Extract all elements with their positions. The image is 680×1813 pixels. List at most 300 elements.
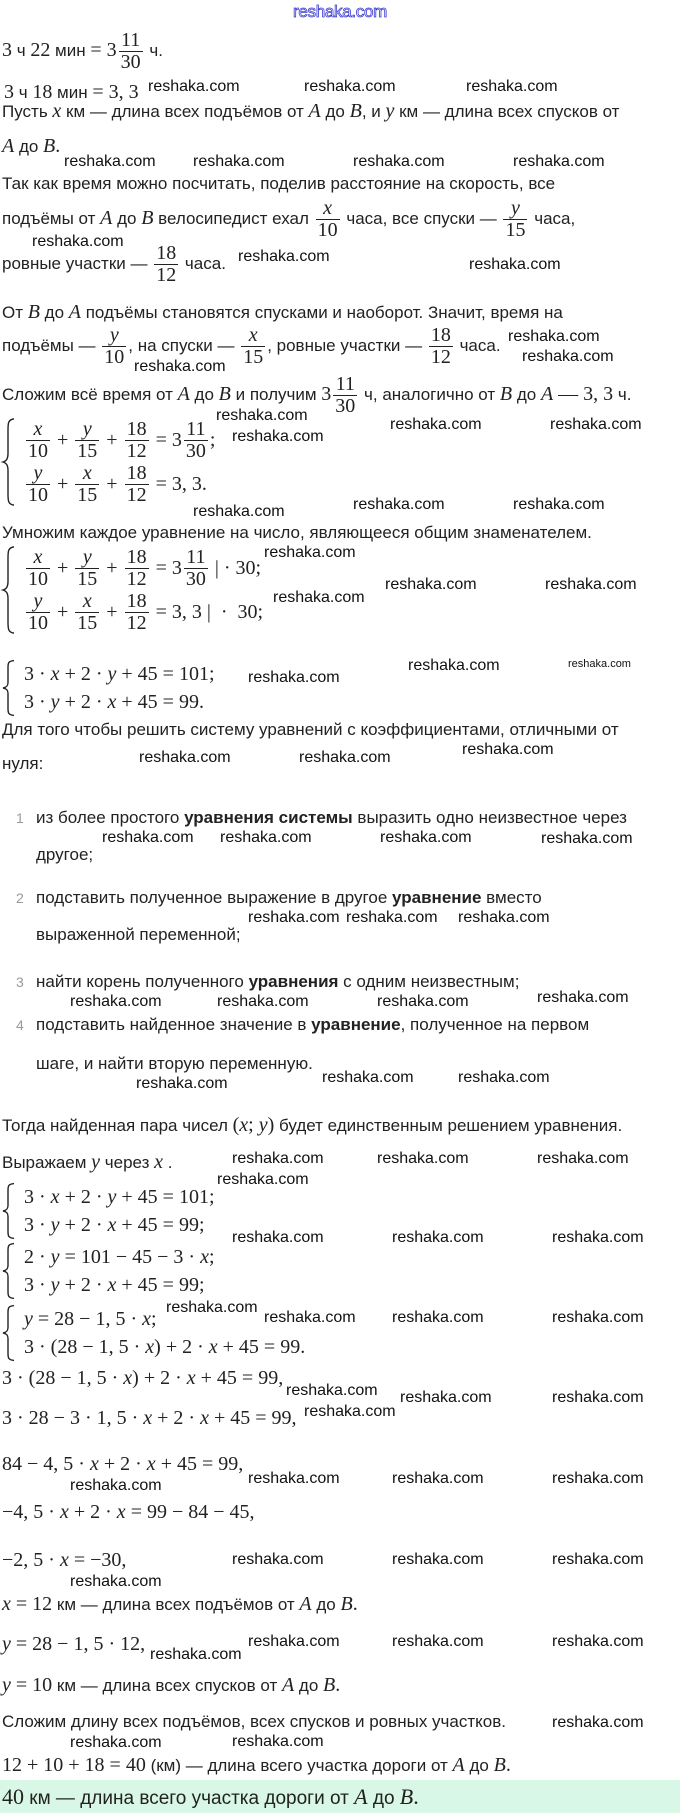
watermark-text: reshaka.com bbox=[134, 358, 226, 375]
text-run: ч. bbox=[144, 40, 163, 60]
text-run: Умножим каждое уравнение на число, являющееся общим знаменателем. bbox=[2, 523, 592, 542]
text-run: км — длина всех спусков от bbox=[394, 102, 620, 121]
text-run: до bbox=[320, 102, 350, 121]
math-expression: + 45 = 99. bbox=[116, 691, 204, 713]
math-expression: + 2 · bbox=[59, 663, 108, 685]
math-variable: B bbox=[218, 382, 231, 405]
math-expression: 22 bbox=[30, 38, 51, 61]
text-run: с одним неизвестным; bbox=[338, 972, 520, 991]
fraction-denominator: 10 bbox=[28, 567, 48, 590]
text-run: км — длина всех спусков от bbox=[52, 1676, 282, 1695]
text-line bbox=[2, 1753, 511, 1778]
text-run: вместо bbox=[481, 888, 542, 907]
list-item-number: 3 bbox=[16, 974, 24, 990]
text-line bbox=[2, 1548, 126, 1573]
fraction-numerator: y bbox=[102, 325, 126, 347]
watermark-text: reshaka.com bbox=[273, 589, 365, 606]
fraction-denominator: 12 bbox=[156, 264, 177, 286]
watermark-text: reshaka.com bbox=[232, 1150, 324, 1167]
site-header bbox=[0, 2, 680, 22]
text-run: будет единственным решением уравнения. bbox=[274, 1116, 623, 1135]
math-variable: x bbox=[89, 1453, 99, 1475]
math-expression: + 45 = 99; bbox=[116, 1214, 205, 1236]
text-run: подставить найденное значение в bbox=[36, 1015, 312, 1034]
watermark-text: reshaka.com bbox=[238, 248, 330, 265]
text-line bbox=[2, 718, 619, 742]
watermark-text: reshaka.com bbox=[392, 1551, 484, 1568]
text-line bbox=[2, 1150, 173, 1175]
math-variable: A bbox=[540, 382, 554, 405]
text-run: нуля: bbox=[2, 754, 44, 773]
math-variable: B bbox=[499, 382, 513, 405]
math-expression: ) + 2 · bbox=[154, 1336, 209, 1358]
watermark-text: reshaka.com bbox=[377, 1150, 469, 1167]
fraction-denominator: 10 bbox=[104, 346, 125, 368]
text-line bbox=[2, 325, 501, 368]
watermark-text: reshaka.com bbox=[400, 1389, 492, 1406]
math-expression: 3 · bbox=[24, 1274, 51, 1296]
math-expression: + bbox=[101, 557, 123, 579]
fraction-numerator: y bbox=[75, 419, 99, 441]
text-run: подъёмы становятся спусками и наоборот. Значит, время на bbox=[81, 303, 563, 322]
text-run: Тогда найденная пара чисел bbox=[2, 1116, 233, 1135]
equation-row bbox=[24, 1333, 305, 1361]
list-item-number: 4 bbox=[16, 1017, 24, 1033]
fraction-denominator: 10 bbox=[28, 439, 48, 462]
math-expression: + 45 = 99. bbox=[217, 1336, 306, 1358]
watermark-text: reshaka.com bbox=[508, 328, 600, 345]
text-run: (км) — длина всего участка дороги от bbox=[145, 1756, 453, 1775]
watermark-text: reshaka.com bbox=[537, 1150, 629, 1167]
fraction-denominator: 10 bbox=[317, 219, 338, 241]
math-expression: + 45 = 99, bbox=[155, 1453, 244, 1475]
fraction-numerator: 18 bbox=[156, 242, 177, 264]
math-expression: + 2 · bbox=[68, 1501, 117, 1523]
watermark-text: reshaka.com bbox=[299, 749, 391, 766]
fraction-denominator: 12 bbox=[126, 567, 147, 590]
math-expression: 3 bbox=[321, 382, 332, 405]
math-expression: ; bbox=[248, 1114, 259, 1136]
text-run: км — длина всего участка дороги от bbox=[24, 1788, 355, 1809]
math-expression: . bbox=[505, 1754, 511, 1776]
text-run: мин bbox=[50, 40, 91, 60]
text-run: через bbox=[100, 1153, 155, 1172]
math-expression: + 45 = 101; bbox=[116, 663, 215, 685]
text-line bbox=[2, 1406, 297, 1431]
watermark-text: reshaka.com bbox=[64, 153, 156, 170]
text-line bbox=[2, 1113, 622, 1138]
math-expression: . bbox=[352, 1593, 358, 1615]
equation-row bbox=[24, 418, 215, 462]
watermark-text: reshaka.com bbox=[513, 153, 605, 170]
equation-row bbox=[24, 546, 263, 590]
watermark-text: reshaka.com bbox=[70, 993, 162, 1010]
text-run: выраженной переменной; bbox=[36, 925, 241, 944]
watermark-text: reshaka.com bbox=[458, 1069, 550, 1086]
fraction-denominator: 10 bbox=[28, 611, 48, 634]
math-variable: B bbox=[399, 1784, 414, 1809]
text-run: Сложим длину всех подъёмов, всех спусков и ровных участков. bbox=[2, 1712, 506, 1731]
text-run: до bbox=[311, 1595, 341, 1614]
equation-system bbox=[2, 660, 215, 716]
math-expression: + 45 = 99, bbox=[195, 1367, 284, 1389]
fraction bbox=[26, 547, 50, 590]
math-expression: + 2 · bbox=[152, 1407, 201, 1429]
math-variable: x bbox=[50, 663, 60, 685]
fraction-numerator: 18 bbox=[126, 589, 147, 612]
text-run: Так как время можно посчитать, поделив расстояние на скорость, все bbox=[2, 174, 556, 193]
fraction-denominator: 15 bbox=[77, 567, 98, 590]
math-variable: x bbox=[145, 1336, 155, 1358]
text-run: и получим bbox=[230, 384, 322, 404]
math-variable: x bbox=[50, 1186, 60, 1208]
fraction-denominator: 15 bbox=[77, 439, 98, 462]
text-run: до bbox=[189, 384, 219, 404]
watermark-text: reshaka.com bbox=[545, 576, 637, 593]
math-variable: A bbox=[68, 301, 81, 323]
fraction bbox=[75, 463, 99, 506]
list-item-line bbox=[36, 843, 93, 867]
fraction bbox=[26, 419, 50, 462]
fraction bbox=[184, 419, 208, 462]
fraction bbox=[125, 591, 149, 634]
fraction bbox=[102, 325, 126, 368]
math-variable: y bbox=[24, 1308, 33, 1330]
watermark-text: reshaka.com bbox=[522, 348, 614, 365]
text-line bbox=[2, 752, 43, 776]
text-run: шаге, и найти вторую переменную. bbox=[36, 1054, 313, 1073]
fraction bbox=[333, 374, 357, 417]
fraction-denominator: 10 bbox=[28, 483, 48, 506]
text-line bbox=[2, 1452, 243, 1477]
watermark-text: reshaka.com bbox=[552, 1470, 644, 1487]
math-variable: A bbox=[2, 135, 15, 157]
math-expression: = 28 − 1, 5 · bbox=[32, 1308, 143, 1330]
math-expression: ; bbox=[209, 429, 216, 451]
math-variable: y bbox=[50, 691, 60, 713]
text-line bbox=[2, 521, 592, 545]
watermark-text: reshaka.com bbox=[193, 153, 285, 170]
math-expression: + bbox=[52, 429, 74, 451]
text-run: часа. bbox=[180, 253, 226, 273]
math-expression: + bbox=[52, 557, 74, 579]
site-header-logo[interactable]: reshaka.com bbox=[292, 2, 388, 21]
fraction-denominator: 30 bbox=[120, 51, 141, 73]
math-variable: A bbox=[452, 1754, 465, 1776]
watermark-text: reshaka.com bbox=[248, 1470, 340, 1487]
math-variable: x bbox=[107, 1274, 117, 1296]
watermark-text: reshaka.com bbox=[139, 749, 231, 766]
text-run: часа, все спуски — bbox=[341, 208, 502, 228]
math-variable: B bbox=[43, 135, 56, 157]
fraction bbox=[125, 419, 149, 462]
left-brace-icon bbox=[2, 1243, 16, 1299]
bold-term: уравнения bbox=[248, 972, 339, 991]
fraction bbox=[75, 419, 99, 462]
watermark-text: reshaka.com bbox=[552, 1389, 644, 1406]
text-run: ч, аналогично от bbox=[359, 384, 500, 404]
watermark-text: reshaka.com bbox=[392, 1309, 484, 1326]
list-item-line bbox=[36, 806, 627, 830]
answer-text bbox=[2, 1785, 419, 1811]
math-expression: + 45 = 101; bbox=[116, 1186, 215, 1208]
fraction-numerator: y bbox=[26, 463, 50, 485]
text-run: , на спуски — bbox=[128, 335, 240, 355]
text-run: Для того чтобы решить систему уравнений с коэффициентами, отличными от bbox=[2, 720, 619, 739]
math-expression: + 2 · bbox=[98, 1453, 147, 1475]
fraction bbox=[75, 591, 99, 634]
fraction bbox=[429, 325, 453, 368]
watermark-text: reshaka.com bbox=[513, 496, 605, 513]
math-variable: B bbox=[349, 100, 362, 122]
text-line bbox=[2, 172, 555, 196]
clipped-line bbox=[2, 80, 162, 103]
watermark-text: reshaka.com bbox=[70, 1477, 162, 1494]
math-expression: = 3 bbox=[90, 38, 117, 61]
math-variable: y bbox=[258, 1114, 268, 1136]
text-line bbox=[2, 134, 60, 159]
math-expression: ) bbox=[267, 1114, 275, 1136]
text-line bbox=[2, 1592, 358, 1617]
math-variable: y bbox=[50, 1214, 60, 1236]
left-brace-icon bbox=[2, 418, 16, 506]
watermark-text: reshaka.com bbox=[552, 1714, 644, 1731]
math-variable: B bbox=[323, 1674, 336, 1696]
math-expression: −2, 5 · bbox=[2, 1549, 60, 1571]
math-variable: x bbox=[107, 691, 117, 713]
list-item-line bbox=[36, 923, 241, 947]
watermark-text: reshaka.com bbox=[232, 1551, 324, 1568]
fraction-denominator: 15 bbox=[243, 346, 264, 368]
math-variable: x bbox=[116, 1501, 126, 1523]
watermark-text: reshaka.com bbox=[353, 153, 445, 170]
text-run: ч bbox=[14, 83, 33, 102]
equation-row bbox=[24, 1243, 215, 1271]
math-variable: A bbox=[308, 100, 321, 122]
math-expression: = 28 − 1, 5 · 12, bbox=[10, 1633, 146, 1655]
text-run: из более простого bbox=[36, 808, 185, 827]
equation-system bbox=[2, 1183, 215, 1239]
watermark-text: reshaka.com bbox=[458, 909, 550, 926]
watermark-text: reshaka.com bbox=[102, 829, 194, 846]
list-item-line bbox=[36, 970, 519, 994]
fraction bbox=[125, 463, 149, 506]
watermark-text: reshaka.com bbox=[248, 669, 340, 686]
math-variable: x bbox=[239, 1114, 249, 1136]
watermark-text: reshaka.com bbox=[232, 1733, 324, 1750]
watermark-text: reshaka.com bbox=[568, 658, 631, 670]
math-variable: y bbox=[107, 1186, 117, 1208]
watermark-text: reshaka.com bbox=[264, 1309, 356, 1326]
fraction-denominator: 12 bbox=[126, 439, 147, 462]
fraction-numerator: x bbox=[241, 325, 265, 347]
math-expression: ( bbox=[232, 1114, 240, 1136]
left-brace-icon bbox=[2, 546, 16, 634]
math-expression: 3 · (28 − 1, 5 · bbox=[24, 1336, 146, 1358]
math-expression: 3 · 28 − 3 · 1, 5 · bbox=[2, 1407, 144, 1429]
math-variable: A bbox=[177, 382, 190, 405]
list-item-number: 1 bbox=[16, 810, 24, 826]
math-expression: + 2 · bbox=[59, 1186, 108, 1208]
math-variable: B bbox=[141, 206, 154, 229]
equation-row bbox=[24, 1183, 215, 1211]
math-variable: A bbox=[100, 206, 113, 229]
watermark-text: reshaka.com bbox=[232, 428, 324, 445]
math-expression: 40 bbox=[2, 1784, 24, 1809]
watermark-text: reshaka.com bbox=[550, 416, 642, 433]
math-variable: x bbox=[107, 1214, 117, 1236]
left-brace-icon bbox=[2, 1183, 16, 1239]
fraction bbox=[75, 547, 99, 590]
math-expression: ; bbox=[151, 1308, 157, 1330]
math-expression: 3 · bbox=[24, 1186, 51, 1208]
fraction bbox=[26, 463, 50, 506]
text-run: . bbox=[163, 1153, 173, 1172]
math-variable: B bbox=[493, 1754, 506, 1776]
math-expression: + 45 = 99; bbox=[116, 1274, 205, 1296]
math-variable: y bbox=[2, 1633, 11, 1655]
text-run: От bbox=[2, 303, 28, 322]
equation-row bbox=[24, 462, 215, 506]
fraction-numerator: x bbox=[316, 198, 340, 220]
math-variable: y bbox=[50, 1274, 60, 1296]
text-run: Сложим всё время от bbox=[2, 384, 178, 404]
fraction-numerator: y bbox=[26, 591, 50, 613]
watermark-text: reshaka.com bbox=[541, 830, 633, 847]
math-variable: A bbox=[281, 1674, 295, 1696]
math-variable: x bbox=[59, 1501, 69, 1523]
math-expression: = 3, 3. bbox=[150, 473, 207, 495]
math-expression: = 12 bbox=[10, 1593, 53, 1615]
watermark-text: reshaka.com bbox=[552, 1309, 644, 1326]
watermark-text: reshaka.com bbox=[552, 1551, 644, 1568]
text-run: выразить одно неизвестное через bbox=[352, 808, 627, 827]
text-run: ч. bbox=[613, 384, 632, 404]
math-variable: x bbox=[154, 1151, 164, 1173]
math-expression: = 3 bbox=[150, 429, 182, 451]
list-item-number: 2 bbox=[16, 890, 24, 906]
fraction-numerator: 11 bbox=[184, 547, 208, 569]
watermark-text: reshaka.com bbox=[552, 1633, 644, 1650]
fraction-numerator: x bbox=[26, 547, 50, 569]
fraction-numerator: x bbox=[75, 463, 99, 485]
math-expression: + 2 · bbox=[59, 1214, 108, 1236]
math-variable: B bbox=[27, 301, 40, 323]
fraction-denominator: 12 bbox=[126, 483, 147, 506]
watermark-text: reshaka.com bbox=[220, 829, 312, 846]
equation-row bbox=[24, 688, 215, 716]
watermark-text: reshaka.com bbox=[408, 657, 500, 674]
math-variable: x bbox=[200, 1246, 209, 1268]
math-variable: x bbox=[59, 1549, 69, 1571]
watermark-text: reshaka.com bbox=[136, 1075, 228, 1092]
watermark-text: reshaka.com bbox=[264, 544, 356, 561]
text-run: мин bbox=[52, 83, 93, 102]
watermark-text: reshaka.com bbox=[385, 576, 477, 593]
math-expression: 3 bbox=[4, 81, 14, 103]
math-expression: + bbox=[101, 473, 123, 495]
equation-row bbox=[24, 590, 263, 634]
equation-system bbox=[2, 546, 263, 634]
fraction-denominator: 15 bbox=[505, 219, 526, 241]
watermark-text: reshaka.com bbox=[552, 1229, 644, 1246]
watermark-text: reshaka.com bbox=[380, 829, 472, 846]
text-run: км — длина всех подъёмов от bbox=[61, 102, 309, 121]
text-run: Пусть bbox=[2, 102, 53, 121]
math-expression: = 3 bbox=[150, 557, 182, 579]
watermark-text: reshaka.com bbox=[217, 993, 309, 1010]
text-run: до bbox=[367, 1788, 400, 1809]
text-run: часа. bbox=[454, 335, 501, 355]
math-variable: A bbox=[354, 1784, 368, 1809]
fraction-numerator: 18 bbox=[126, 545, 147, 568]
watermark-text: reshaka.com bbox=[392, 1633, 484, 1650]
fraction bbox=[26, 591, 50, 634]
text-run: подставить полученное выражение в другое bbox=[36, 888, 393, 907]
math-variable: y bbox=[50, 1246, 60, 1268]
math-expression: 84 − 4, 5 · bbox=[2, 1453, 90, 1475]
math-expression: 3 bbox=[2, 38, 12, 61]
watermark-text: reshaka.com bbox=[462, 741, 554, 758]
watermark-text: reshaka.com bbox=[322, 1069, 414, 1086]
text-line bbox=[2, 30, 163, 73]
text-line bbox=[2, 1500, 255, 1525]
list-item-line bbox=[36, 1052, 313, 1076]
watermark-text: reshaka.com bbox=[466, 78, 558, 95]
math-expression: — 3, 3 bbox=[553, 382, 614, 405]
fraction-numerator: x bbox=[26, 419, 50, 441]
math-expression: + bbox=[52, 473, 74, 495]
fraction bbox=[241, 325, 265, 368]
text-line bbox=[2, 1366, 283, 1391]
list-item-line bbox=[36, 886, 542, 910]
fraction-numerator: y bbox=[503, 198, 527, 220]
math-variable: x bbox=[186, 1367, 196, 1389]
watermark-text: reshaka.com bbox=[392, 1229, 484, 1246]
fraction-denominator: 15 bbox=[77, 483, 98, 506]
text-line bbox=[2, 1673, 340, 1698]
fraction-denominator: 30 bbox=[185, 439, 206, 462]
math-expression: = 3, 3 | · 30; bbox=[150, 601, 264, 623]
text-run: велосипедист ехал bbox=[153, 208, 314, 228]
math-variable: x bbox=[143, 1407, 153, 1429]
math-expression: + bbox=[52, 601, 74, 623]
math-expression: 3 · bbox=[24, 663, 51, 685]
math-variable: A bbox=[299, 1593, 312, 1615]
bold-term: уравнение bbox=[392, 888, 482, 907]
equation-system bbox=[2, 1243, 215, 1299]
math-expression: + 2 · bbox=[59, 1274, 108, 1296]
math-expression: + 45 = 99, bbox=[209, 1407, 297, 1429]
math-expression: = 3, 3 bbox=[92, 81, 139, 103]
text-run: до bbox=[464, 1756, 494, 1775]
text-run: , полученное на первом bbox=[400, 1015, 590, 1034]
watermark-text: reshaka.com bbox=[70, 1573, 162, 1590]
fraction-numerator: x bbox=[75, 591, 99, 613]
watermark-text: reshaka.com bbox=[166, 1299, 258, 1316]
text-run: , ровные участки — bbox=[267, 335, 427, 355]
equation-row bbox=[24, 1271, 215, 1299]
math-expression: 2 · bbox=[24, 1246, 51, 1268]
text-line bbox=[2, 300, 563, 325]
math-expression: 3 · (28 − 1, 5 · bbox=[2, 1367, 124, 1389]
fraction bbox=[125, 547, 149, 590]
math-expression: = 101 − 45 − 3 · bbox=[59, 1246, 201, 1268]
equation-row bbox=[24, 660, 215, 688]
text-run: ровные участки — bbox=[2, 253, 153, 273]
watermark-text: reshaka.com bbox=[217, 1171, 309, 1188]
fraction bbox=[119, 30, 143, 73]
